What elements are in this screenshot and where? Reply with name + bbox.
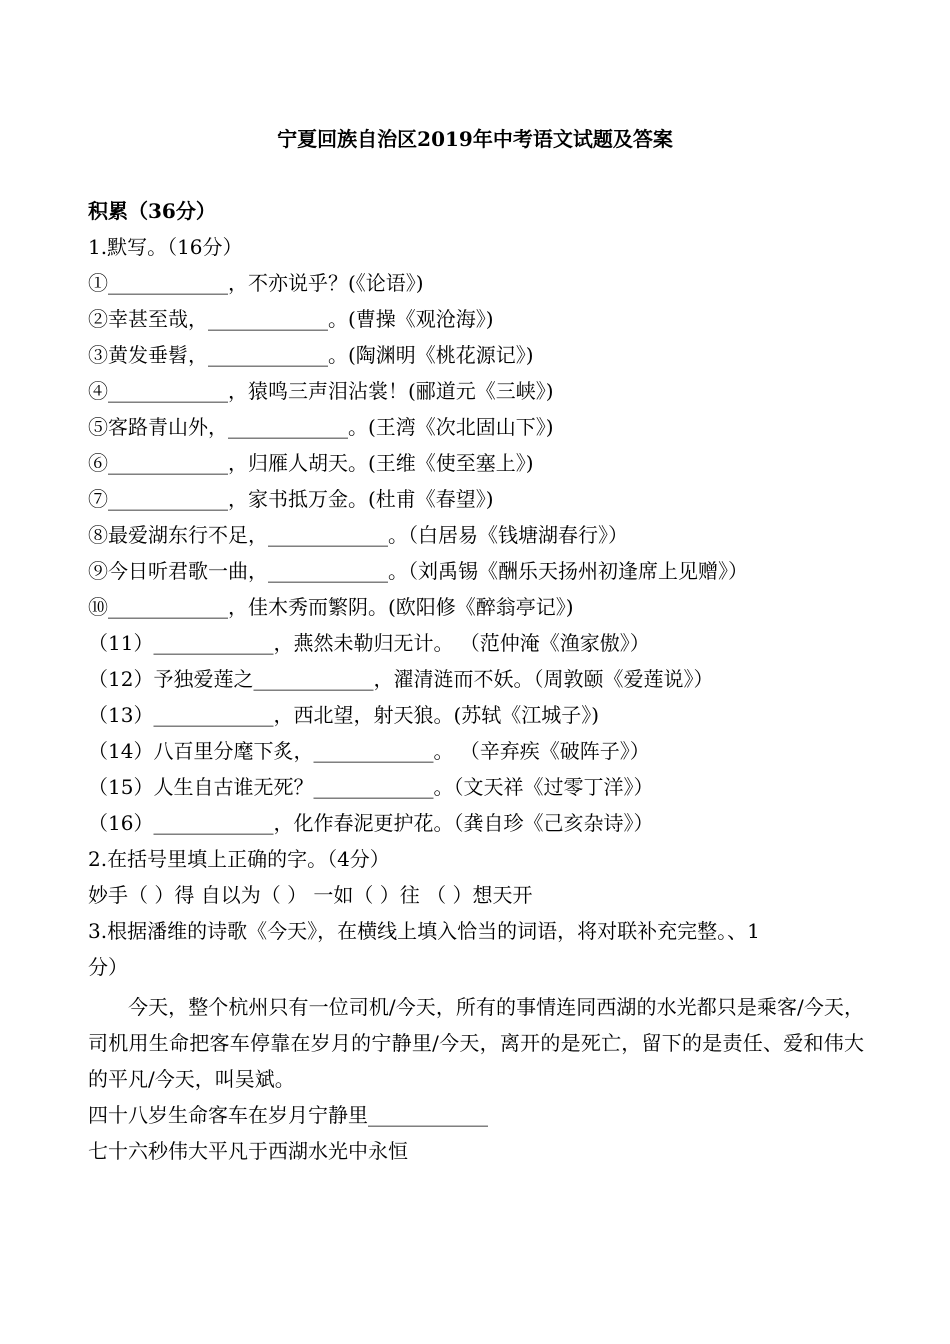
section-heading: 积累（36分） (88, 199, 216, 223)
dictation-item: ⑥____________，归雁人胡天。(王维《使至塞上》) (88, 451, 534, 475)
dictation-item: （15）人生自古谁无死？____________。（文天祥《过零丁洋》） (88, 775, 654, 799)
dictation-item: ④____________，猿鸣三声泪沾裳！(郦道元《三峡》) (88, 379, 554, 403)
dictation-item: ⑨今日听君歌一曲，____________。（刘禹锡《酬乐天扬州初逢席上见赠》） (88, 559, 748, 583)
dictation-item: （12）予独爱莲之____________，濯清涟而不妖。（周敦颐《爱莲说》） (88, 667, 714, 691)
couplet-line-1: 四十八岁生命客车在岁月宁静里____________ (88, 1103, 488, 1127)
question-1-heading: 1.默写。（16分） (88, 235, 243, 259)
dictation-item: （11）____________，燕然未勒归无计。 （范仲淹《渔家傲》） (88, 631, 650, 655)
question-3-heading-cont: 分） (88, 955, 128, 979)
dictation-item: ⑤客路青山外，____________。(王湾《次北固山下》) (88, 415, 554, 439)
dictation-item: ⑩____________，佳木秀而繁阴。(欧阳修《醉翁亭记》) (88, 595, 574, 619)
question-2-heading: 2.在括号里填上正确的字。（4分） (88, 847, 390, 871)
dictation-item: ③黄发垂髫，____________。(陶渊明《桃花源记》) (88, 343, 534, 367)
question-2-content: 妙手（ ）得 自以为（ ） 一如（ ）往 （ ）想天开 (88, 883, 533, 907)
dictation-item: ②幸甚至哉，____________。(曹操《观沧海》) (88, 307, 494, 331)
document-title: 宁夏回族自治区2019年中考语文试题及答案 (277, 127, 673, 151)
dictation-item: ⑦____________，家书抵万金。(杜甫《春望》) (88, 487, 494, 511)
dictation-item: （16）____________，化作春泥更护花。（龚自珍《己亥杂诗》） (88, 811, 654, 835)
question-3-passage: 今天，整个杭州只有一位司机/今天，所有的事情连同西湖的水光都只是乘客/今天，司机用生命把客车停靠在岁月的宁静里/今天，离开的是死亡，留下的是责任、爱和伟大的平凡/今天，叫吴斌。 (88, 995, 864, 1091)
dictation-item: （13）____________，西北望，射天狼。(苏轼《江城子》) (88, 703, 600, 727)
dictation-item: ⑧最爱湖东行不足，____________。（白居易《钱塘湖春行》） (88, 523, 628, 547)
dictation-item: ①____________，不亦说乎？(《论语》) (88, 271, 424, 295)
question-3-heading: 3.根据潘维的诗歌《今天》，在横线上填入恰当的词语，将对联补充完整。、1 (88, 919, 760, 943)
dictation-item: （14）八百里分麾下炙，____________。 （辛弃疾《破阵子》） (88, 739, 650, 763)
couplet-line-2: 七十六秒伟大平凡于西湖水光中永恒 (88, 1139, 408, 1163)
